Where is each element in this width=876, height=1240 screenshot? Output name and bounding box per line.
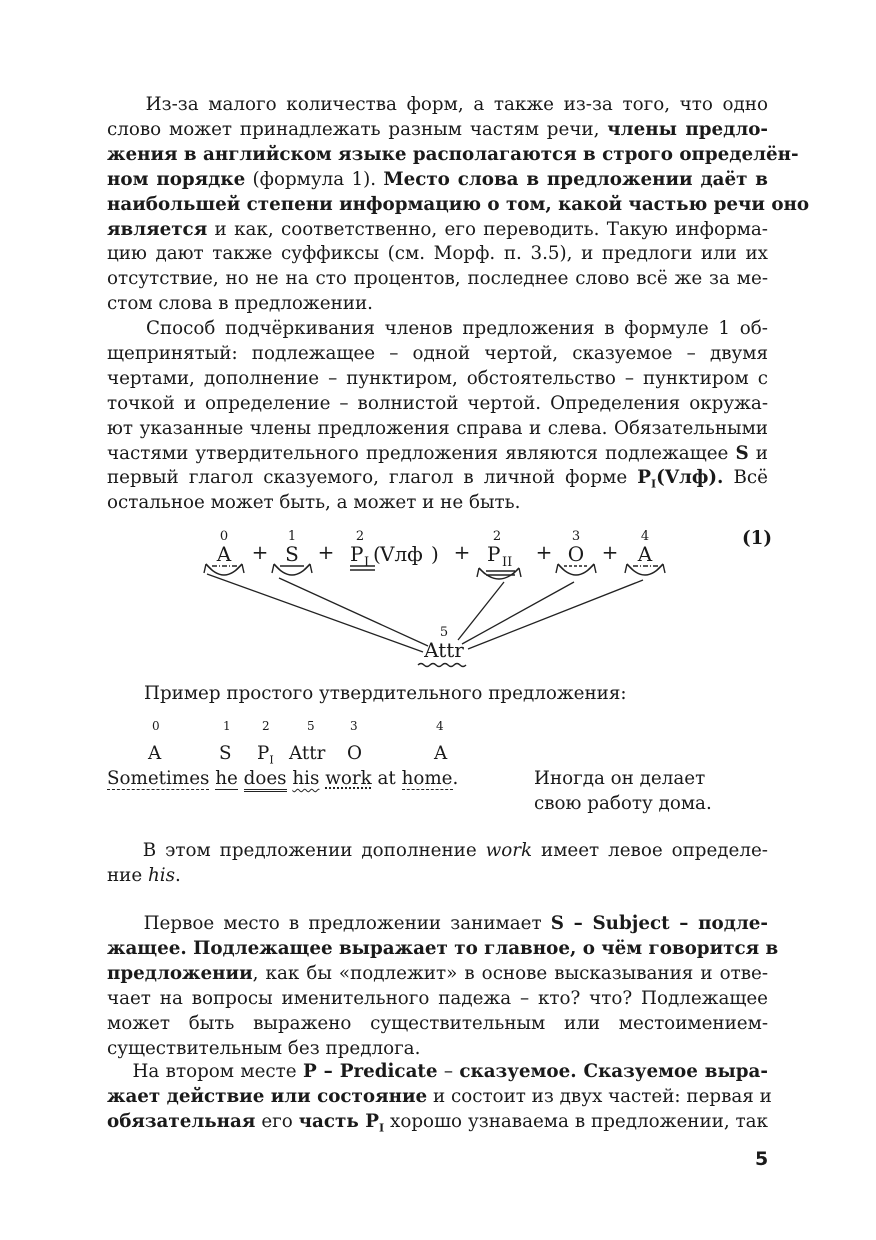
plus-1: + [251, 540, 269, 564]
ex-label-a: A [148, 743, 162, 764]
text-run: и состоит из двух частей: первая и [427, 1086, 772, 1107]
plus-4: + [535, 540, 553, 564]
text-run: цию дают также суффиксы (см. Морф. п. 3.5), и предлоги или их [107, 243, 768, 265]
text-run: часть P [298, 1111, 379, 1132]
text-run: I [378, 1121, 385, 1135]
ex-idx-1: 1 [223, 719, 231, 733]
para5-line [107, 1111, 768, 1140]
text-run: жения в английском языке располагаются в строго определён- [107, 143, 799, 165]
para3-line [107, 865, 768, 887]
text-run: Первое место в предложении занимает [107, 913, 551, 934]
text-run: (Vлф). [656, 467, 724, 489]
text-run: , как бы «подлежит» в основе высказывания и отве- [252, 963, 768, 984]
text-run: S – Subject – подле- [550, 913, 768, 934]
term-predicate-1: P [350, 542, 364, 566]
underline-wavy-attr [418, 664, 466, 667]
paren-close: ) [431, 542, 439, 566]
text-run: имеет левое определе- [532, 840, 768, 861]
text-run: P [637, 467, 652, 489]
text-run: чает на вопросы именительного падежа – кто? что? Подлежащее [107, 988, 768, 1009]
text-run: На втором месте [107, 1061, 303, 1082]
text-run: ют указанные члены предложения справа и слева. Обязательными [107, 417, 768, 439]
text-run: his [148, 864, 176, 886]
word-period: . [452, 768, 459, 789]
term-subject: S [285, 542, 299, 566]
term-verb-form: Vлф [380, 542, 423, 566]
para4-line [107, 988, 768, 1010]
text-run: щепринятый: подлежащее – одной чертой, сказуемое – двумя [107, 342, 768, 364]
word-home: home [401, 768, 453, 789]
text-run: отсутствие, но не на сто процентов, последнее слово всё же за ме- [107, 268, 768, 290]
text-run: Из-за малого количества форм, а также из-за того, что одно [107, 94, 768, 115]
idx-2b: 2 [492, 529, 502, 544]
plus-5: + [601, 540, 619, 564]
translation-line-2: свою работу дома. [534, 793, 712, 814]
term-object: O [567, 542, 585, 566]
para4-line [107, 1038, 768, 1060]
text-run: и [748, 442, 768, 464]
text-run: члены предло- [607, 118, 768, 140]
word-sometimes: Sometimes [107, 768, 210, 789]
para3-line [107, 840, 768, 862]
text-run: . [175, 864, 181, 886]
text-run: сказуемое. Сказуемое выра- [459, 1061, 768, 1082]
para4-line [107, 913, 768, 935]
idx-1: 1 [287, 529, 297, 544]
term-attribute: Attr [424, 638, 464, 662]
formula-number: (1) [742, 528, 773, 549]
plus-3: + [453, 540, 471, 564]
term-adverbial-right: A [637, 542, 653, 566]
ex-idx-4: 4 [436, 719, 444, 733]
text-run: жащее. Подлежащее выражает то главное, о чём говорится в [107, 938, 779, 959]
para5-line [107, 1061, 768, 1083]
text-run: Место слова в предложении даёт в [383, 168, 768, 190]
word-work: work [325, 768, 372, 789]
example-intro: Пример простого утвердительного предложения: [144, 683, 627, 704]
text-run: Всё [723, 467, 768, 489]
ex-label-a2: A [434, 743, 448, 764]
example-sentence [107, 768, 458, 789]
text-run: В этом предложении дополнение [107, 840, 486, 861]
idx-0: 0 [219, 529, 229, 544]
text-run: предложении [107, 963, 253, 984]
text-run: чертами, дополнение – пунктиром, обстоятельство – пунктиром с [107, 367, 768, 389]
text-run: Способ подчёркивания членов предложения в формуле 1 об- [107, 318, 768, 339]
text-run: S [735, 442, 749, 464]
translation-line-1: Иногда он делает [534, 768, 706, 789]
idx-4: 4 [640, 529, 650, 544]
page-number: 5 [755, 1148, 769, 1170]
text-run: work [485, 840, 533, 861]
text-run: I [651, 478, 657, 492]
text-run: может быть выражено существительным или местоимением- [107, 1013, 768, 1034]
text-run: наибольшей степени информацию о том, какой частью речи оно [107, 193, 810, 215]
modifier-arcs [204, 564, 665, 579]
text-run: является [107, 218, 208, 240]
idx-3: 3 [571, 529, 581, 544]
ex-label-o: O [347, 743, 362, 764]
term-adverbial-left: A [216, 542, 232, 566]
idx-5: 5 [439, 625, 449, 640]
text-run: остальное может быть, а может и не быть. [107, 492, 521, 514]
ex-idx-2: 2 [262, 719, 270, 733]
text-run: обязательная [107, 1111, 256, 1132]
para4-line [107, 938, 779, 960]
ex-label-attr: Attr [289, 743, 326, 764]
text-run: ном порядке [107, 168, 246, 190]
term-predicate-2: P [487, 542, 501, 566]
word-does: does [244, 768, 287, 792]
sub-II: II [502, 555, 513, 570]
text-run: существительным без предлога. [107, 1038, 421, 1059]
text-run: жает действие или состояние [107, 1086, 428, 1107]
paren-open: ( [373, 542, 381, 566]
para4-line [107, 963, 768, 985]
text-run: (формула 1). [245, 168, 384, 190]
para4-line [107, 1013, 768, 1035]
text-run: стом слова в предложении. [107, 293, 373, 315]
text-run: точкой и определение – волнистой чертой. Определения окружа- [107, 392, 768, 414]
ex-label-p: $P_I$ [257, 743, 274, 767]
text-run: его [255, 1111, 299, 1132]
plus-2: + [317, 540, 335, 564]
sub-I: I [364, 555, 370, 570]
idx-2a: 2 [355, 529, 365, 544]
ex-idx-3: 3 [350, 719, 358, 733]
word-he: he [215, 768, 238, 789]
text-run: частями утвердительного предложения являются подлежащее [107, 442, 736, 464]
text-run: слово может принадлежать разным частям речи, [107, 118, 608, 140]
text-run: – [437, 1061, 460, 1082]
text-run: ние [107, 864, 148, 886]
ex-idx-0: 0 [152, 719, 160, 733]
text-run: и как, соответственно, его переводить. Такую информа- [207, 218, 768, 240]
ex-label-s: S [219, 743, 232, 764]
text-run: P – Predicate [302, 1061, 438, 1082]
ex-idx-5: 5 [307, 719, 315, 733]
para5-line [107, 1086, 772, 1108]
text-run: первый глагол сказуемого, глагол в личной форме [107, 467, 638, 489]
text-run: хорошо узнаваема в предложении, так [384, 1111, 768, 1132]
word-at: at [377, 768, 396, 789]
word-his: his [292, 768, 320, 789]
